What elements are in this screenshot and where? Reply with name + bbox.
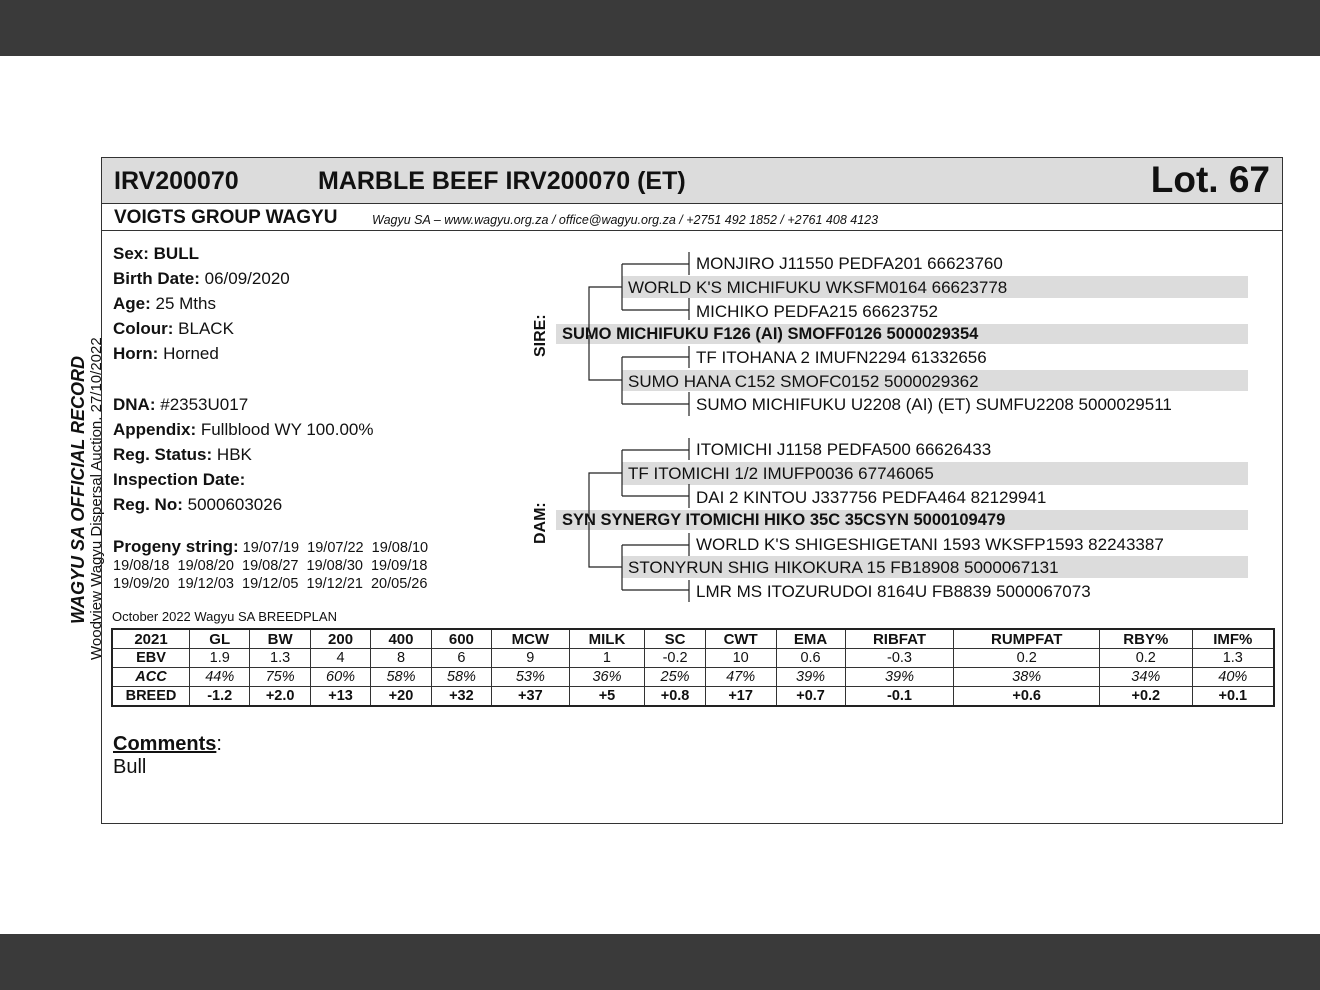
ebv-cell-8: -0.2 [645,649,705,668]
comments-colon: : [216,733,222,755]
breed-cell-11: -0.1 [845,687,954,707]
breed-cell-9: +17 [705,687,776,707]
horn-row [113,344,219,364]
reg-no-row [113,495,282,515]
lot-number: Lot. 67 [1150,159,1270,200]
headers-cell-1: GL [190,629,250,649]
headers-cell-0: 2021 [112,629,190,649]
ebv-cell-5: 6 [431,649,491,668]
pedigree-dd-dam: LMR MS ITOZURUDOI 8164U FB8839 5000067073 [696,582,1091,601]
ebv-cell-10: 0.6 [776,649,845,668]
breed-cell-6: +37 [492,687,569,707]
sire-label: SIRE: [532,314,549,357]
bottom-dark-bar [0,934,1320,990]
dam-label: DAM: [532,502,549,544]
ebv-cell-6: 9 [492,649,569,668]
ebv-cell-14: 1.3 [1192,649,1274,668]
ebv-value-row [112,649,1274,668]
ebv-header-row [112,629,1274,649]
headers-cell-5: 600 [431,629,491,649]
breed-cell-5: +32 [431,687,491,707]
pedigree-ds-dam: DAI 2 KINTOU J337756 PEDFA464 82129941 [696,488,1047,507]
acc-cell-11: 39% [845,668,954,687]
acc-cell-4: 58% [371,668,431,687]
progeny-label: Progeny string: [113,537,239,556]
reg-no-value: 5000603026 [187,495,283,514]
dna-label: DNA: [113,395,156,414]
pedigree-dam: SYN SYNERGY ITOMICHI HIKO 35C 35CSYN 5000109479 [562,511,1006,529]
breed-cell-8: +0.8 [645,687,705,707]
headers-cell-2: BW [250,629,310,649]
comments-label: Comments [113,733,217,755]
acc-cell-13: 34% [1100,668,1193,687]
reg-no-label: Reg. No: [113,495,183,514]
headers-cell-8: SC [645,629,705,649]
pedigree-sd-dam: SUMO MICHIFUKU U2208 (AI) (ET) SUMFU2208 5000029511 [696,395,1172,414]
headers-cell-3: 200 [310,629,370,649]
headers-cell-11: RIBFAT [845,629,954,649]
colour-label: Colour: [113,319,174,338]
age-label: Age: [113,294,151,313]
birth-value: 06/09/2020 [204,269,290,288]
ebv-cell-1: 1.9 [190,649,250,668]
acc-cell-3: 60% [310,668,370,687]
card-header [102,158,1282,204]
breeder-row [102,204,1282,231]
headers-cell-10: EMA [776,629,845,649]
acc-cell-14: 40% [1192,668,1274,687]
dna-value: #2353U017 [160,395,249,414]
official-record-label: WAGYU SA OFFICIAL RECORD [68,355,88,624]
acc-cell-6: 53% [492,668,569,687]
sex-row [113,244,199,264]
breed-cell-10: +0.7 [776,687,845,707]
breed-cell-7: +5 [569,687,645,707]
comments-text: Bull [113,756,147,778]
horn-label: Horn: [113,344,159,363]
age-value: 25 Mths [155,294,216,313]
headers-cell-7: MILK [569,629,645,649]
colour-row [113,319,234,339]
breedplan-label: October 2022 Wagyu SA BREEDPLAN [112,609,337,624]
ebv-cell-3: 4 [310,649,370,668]
ebv-cell-4: 8 [371,649,431,668]
progeny-line-2: 19/08/18 19/08/20 19/08/27 19/08/30 19/09/18 [113,558,428,574]
acc-cell-7: 36% [569,668,645,687]
colour-value: BLACK [178,319,234,338]
breed-cell-2: +2.0 [250,687,310,707]
pedigree-sd-sire: TF ITOHANA 2 IMUFN2294 61332656 [696,348,987,367]
acc-cell-8: 25% [645,668,705,687]
animal-name: MARBLE BEEF IRV200070 (ET) [318,167,686,195]
acc-cell-12: 38% [954,668,1100,687]
appendix-value: Fullblood WY 100.00% [200,420,374,439]
animal-card [101,157,1283,824]
pedigree-dd-sire: WORLD K'S SHIGESHIGETANI 1593 WKSFP1593 82243387 [696,535,1164,554]
breed-cell-4: +20 [371,687,431,707]
ebv-cell-13: 0.2 [1100,649,1193,668]
appendix-label: Appendix: [113,420,197,439]
auction-label: Woodview Wagyu Dispersal Auction. 27/10/2022 [88,337,105,660]
top-dark-bar [0,0,1320,56]
breeder-name: VOIGTS GROUP WAGYU [114,207,338,228]
ebv-cell-9: 10 [705,649,776,668]
pedigree-sire: SUMO MICHIFUKU F126 (AI) SMOFF0126 5000029354 [562,325,979,343]
sex-value: BULL [153,244,199,263]
birth-label: Birth Date: [113,269,200,288]
pedigree-ss: WORLD K'S MICHIFUKU WKSFM0164 66623778 [628,278,1008,297]
breed-cell-12: +0.6 [954,687,1100,707]
birth-row [113,269,290,289]
reg-status-label: Reg. Status: [113,445,213,464]
ebv-breed-row [112,687,1274,707]
acc-cell-9: 47% [705,668,776,687]
ebv-table [111,628,1275,707]
headers-cell-9: CWT [705,629,776,649]
ebv-cell-0: EBV [112,649,190,668]
headers-cell-14: IMF% [1192,629,1274,649]
horn-value: Horned [163,344,219,363]
breed-cell-3: +13 [310,687,370,707]
ebv-cell-12: 0.2 [954,649,1100,668]
progeny-string [113,538,428,593]
progeny-line-3: 19/09/20 19/12/03 19/12/05 19/12/21 20/05/26 [113,576,428,592]
ebv-cell-7: 1 [569,649,645,668]
headers-cell-13: RBY% [1100,629,1193,649]
reg-status-row [113,445,252,465]
breed-cell-0: BREED [112,687,190,707]
sex-label: Sex: [113,244,149,263]
pedigree-dd: STONYRUN SHIG HIKOKURA 15 FB18908 5000067131 [628,558,1059,577]
acc-cell-2: 75% [250,668,310,687]
comments-heading [113,733,222,756]
age-row [113,294,216,314]
pedigree-ss-sire: MONJIRO J11550 PEDFA201 66623760 [696,254,1003,273]
ebv-accuracy-row [112,668,1274,687]
animal-id: IRV200070 [114,167,239,195]
breed-cell-14: +0.1 [1192,687,1274,707]
acc-cell-10: 39% [776,668,845,687]
acc-cell-1: 44% [190,668,250,687]
reg-status-value: HBK [216,445,252,464]
ebv-cell-2: 1.3 [250,649,310,668]
progeny-line-1: 19/07/19 19/07/22 19/08/10 [242,540,429,556]
appendix-row [113,420,373,440]
acc-cell-0: ACC [112,668,190,687]
pedigree-ds: TF ITOMICHI 1/2 IMUFP0036 67746065 [628,464,934,483]
pedigree-sd: SUMO HANA C152 SMOFC0152 5000029362 [628,372,979,391]
pedigree-ss-dam: MICHIKO PEDFA215 66623752 [696,302,938,321]
acc-cell-5: 58% [431,668,491,687]
headers-cell-6: MCW [492,629,569,649]
contact-info: Wagyu SA – www.wagyu.org.za / office@wagyu.org.za / +2751 492 1852 / +2761 408 4123 [372,213,879,227]
dna-row [113,395,248,415]
inspection-row [113,470,245,490]
breed-cell-1: -1.2 [190,687,250,707]
breed-cell-13: +0.2 [1100,687,1193,707]
headers-cell-4: 400 [371,629,431,649]
pedigree-ds-sire: ITOMICHI J1158 PEDFA500 66626433 [696,440,992,459]
headers-cell-12: RUMPFAT [954,629,1100,649]
ebv-cell-11: -0.3 [845,649,954,668]
inspection-label: Inspection Date: [113,470,246,489]
